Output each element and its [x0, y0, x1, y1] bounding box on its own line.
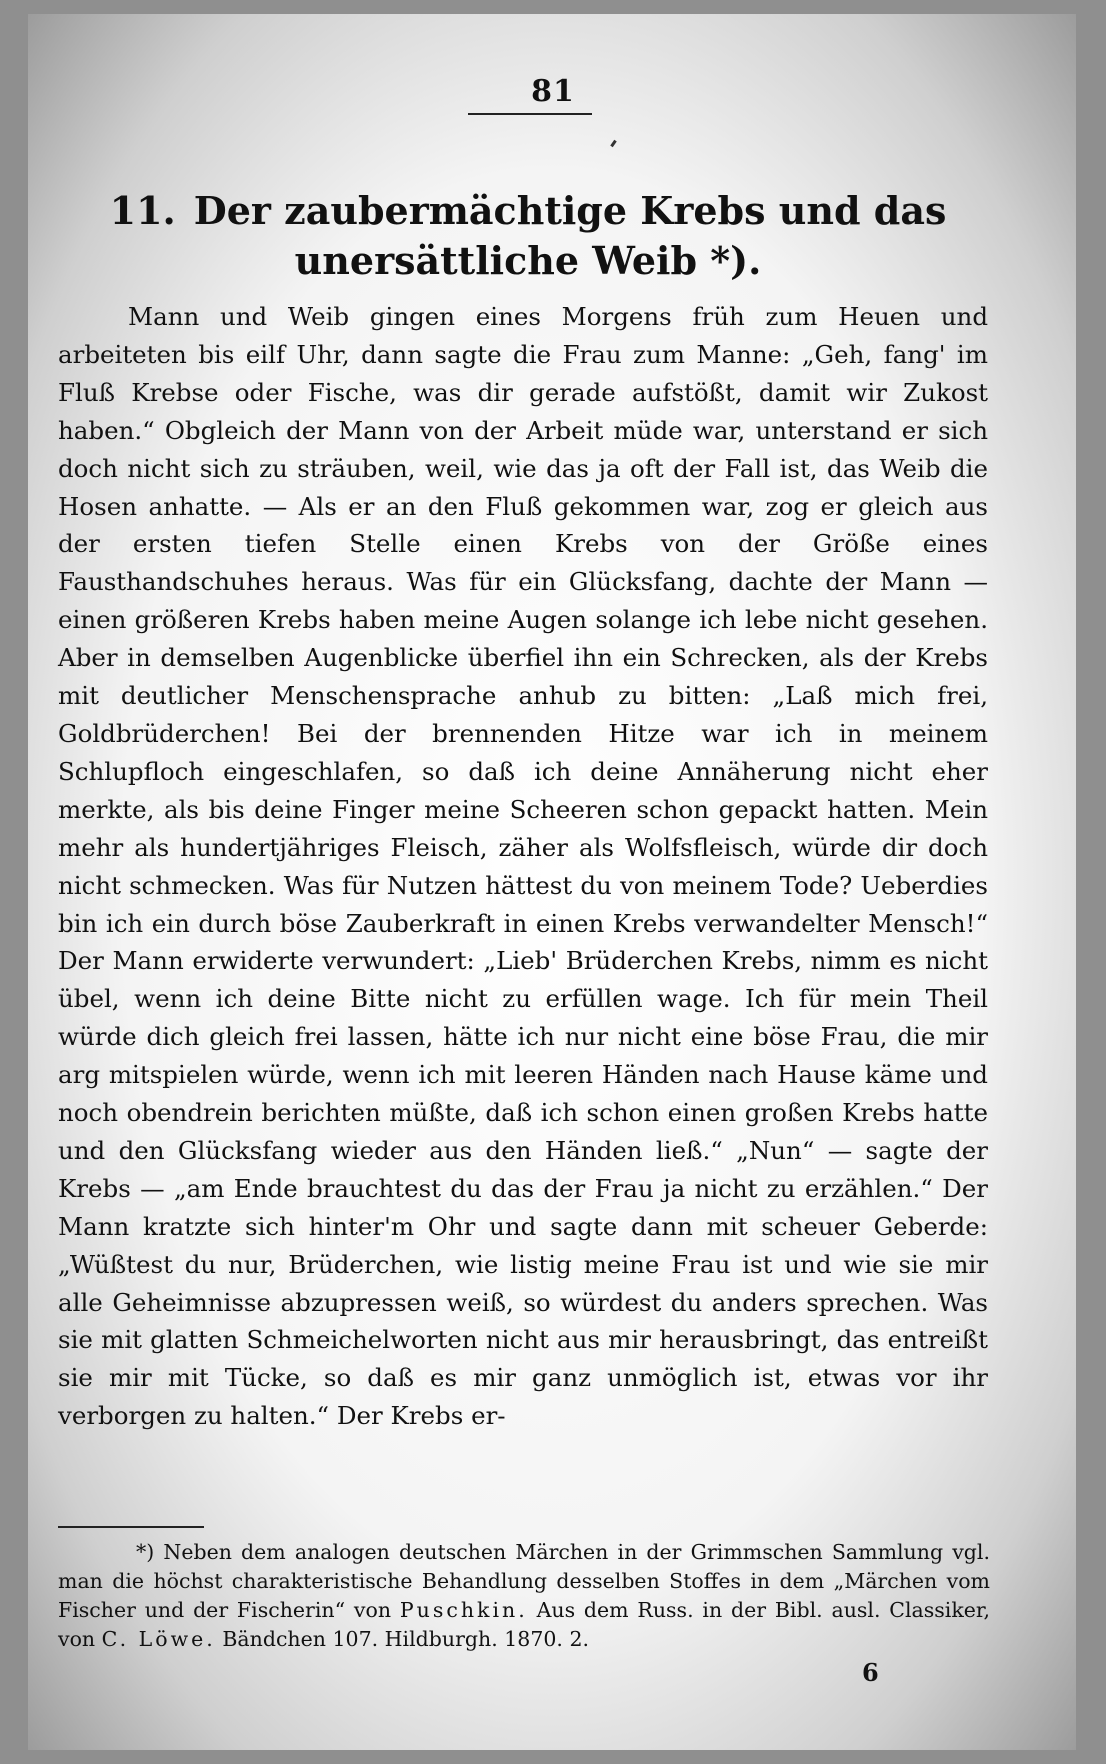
- paragraph: Mann und Weib gingen eines Morgens früh zum Heuen und arbeiteten bis eilf Uhr, dann sagte die Frau zum Manne: „Geh, fang' im Fluß Krebse oder Fische, was dir gerade aufstößt, damit wir Zukost haben.“ Obgleich der Mann von der Arbeit müde war, unterstand er sich doch nicht sich zu sträuben, weil, wie das ja oft der Fall ist, das Weib die Hosen anhatte. — Als er an den Fluß gekommen war, zog er gleich aus der ersten tiefen Stelle einen Krebs von der Größe eines Fausthandschuhes heraus. Was für ein Glücksfang, dachte der Mann — einen größeren Krebs haben meine Augen solange ich lebe nicht gesehen. Aber in demselben Augenblicke überfiel ihn ein Schrecken, als der Krebs mit deutlicher Menschensprache anhub zu bitten: „Laß mich frei, Goldbrüderchen! Bei der brennenden Hitze war ich in meinem Schlupfloch eingeschlafen, so daß ich deine Annäherung nicht eher merkte, als bis deine Finger meine Scheeren schon gepackt hatten. Mein mehr als hundertjähriges Fleisch, zäher als Wolfsfleisch, würde dir doch nicht schmecken. Was für Nutzen hättest du von meinem Tode? Ueberdies bin ich ein durch böse Zauberkraft in einen Krebs verwandelter Mensch!“ Der Mann erwiderte verwundert: „Lieb' Brüderchen Krebs, nimm es nicht übel, wenn ich deine Bitte nicht zu erfüllen wage. Ich für mein Theil würde dich gleich frei lassen, hätte ich nur nicht eine böse Frau, die mir arg mitspielen würde, wenn ich mit leeren Händen nach Hause käme und noch obendrein berichten müßte, daß ich schon einen großen Krebs hatte und den Glücksfang wieder aus den Händen ließ.“ „Nun“ — sagte der Krebs — „am Ende brauchtest du das der Frau ja nicht zu erzählen.“ Der Mann kratzte sich hinter'm Ohr und sagte dann mit scheuer Geberde: „Wüßtest du nur, Brüderchen, wie listig meine Frau ist und wie sie mir alle Geheimnisse abzupressen weiß, so würdest du anders sprechen. Was sie mit glatten Schmeichelworten nicht aus mir herausbringt, das entreißt sie mir mit Tücke, so daß es mir ganz unmöglich ist, etwas vor ihr verborgen zu halten.“ Der Krebs er-: [58, 302, 988, 1431]
- signature-mark: 6: [862, 1658, 879, 1687]
- footnote-text-1: Neben dem analogen deutschen Märchen in der Grimmschen Sammlung vgl. man die höchst charakteristische Behandlung desselben Stoffes in dem „Märchen vom Fischer und der Fischerin“ von: [58, 1540, 990, 1622]
- footnote-mark: *): [136, 1540, 155, 1564]
- page-number-rule: [468, 113, 592, 115]
- chapter-title-text: Der zaubermächtige Krebs und das unersättliche Weib *).: [193, 188, 947, 283]
- body-text: [58, 298, 988, 1435]
- chapter-number: 11.: [109, 188, 176, 233]
- footnote-author-2: C. Löwe.: [101, 1627, 216, 1651]
- footnote: [58, 1538, 990, 1654]
- footnote-text-2: Aus dem Russ. in der Bibl. ausl. Classiker, von: [58, 1598, 990, 1651]
- page-number: 81: [531, 74, 575, 109]
- footnote-author-1: Puschkin.: [399, 1598, 528, 1622]
- footnote-sig: 2.: [569, 1627, 590, 1651]
- chapter-title: [68, 186, 988, 286]
- footnote-text-3: Bändchen 107. Hildburgh. 1870.: [222, 1627, 563, 1651]
- footnote-rule: [58, 1526, 204, 1528]
